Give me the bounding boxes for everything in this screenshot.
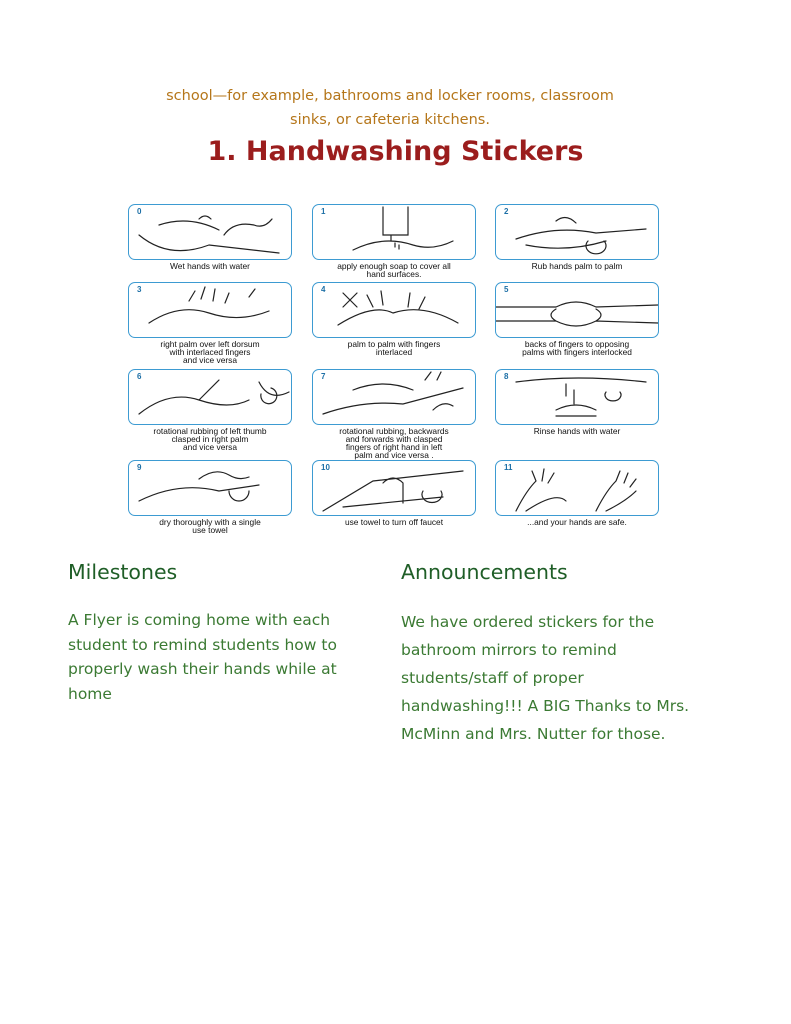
sink-icon [129,205,291,259]
interlocked-fingers-icon [496,283,658,337]
step-number: 10 [321,463,330,472]
step-number: 9 [137,463,142,472]
announcements-heading: Announcements [401,560,568,584]
step-number: 2 [504,207,509,216]
announcements-body: We have ordered stickers for the bathroom mirrors to remind students/staff of proper handwashing!!! A BIG Thanks to Mrs. McMinn and Mrs. Nutter for those. [401,613,690,743]
step-illustration-panel [128,204,292,260]
step-illustration-panel [495,369,659,425]
step-caption: rotational rubbing of left thumb clasped in right palm and vice versa [153,426,267,452]
step-illustration-panel [495,282,659,338]
faucet-off-icon [313,461,475,515]
step-illustration-panel [128,460,292,516]
step-illustration-panel [128,369,292,425]
step-caption: apply enough soap to cover all hand surfaces. [337,261,451,279]
step-caption: Wet hands with water [170,261,250,271]
step-number: 3 [137,285,142,294]
palm-to-palm-icon [496,205,658,259]
thumb-rub-icon [129,370,291,424]
soap-dispenser-icon [313,205,475,259]
step-caption: Rub hands palm to palm [531,261,623,271]
step-illustration-panel [495,204,659,260]
interlaced-fingers-icon [313,283,475,337]
step-caption: backs of fingers to opposing palms with fingers interlocked [522,339,632,357]
fingertip-rub-icon [313,370,475,424]
step-caption: use towel to turn off faucet [344,517,444,527]
step-number: 8 [504,372,509,381]
clean-hands-icon [496,461,658,515]
towel-dry-icon [129,461,291,515]
step-number: 6 [137,372,142,381]
step-illustration-panel [312,282,476,338]
step-caption: dry thoroughly with a single use towel [159,517,261,535]
step-number: 7 [321,372,326,381]
page-title: 1. Handwashing Stickers [207,136,584,167]
intro-text [150,84,630,132]
step-caption: right palm over left dorsum with interlaced fingers and vice versa [160,339,260,365]
step-caption: palm to palm with fingers interlaced [347,339,441,357]
milestones-body: A Flyer is coming home with each student to remind students how to properly wash their hands while at home [68,611,337,703]
handwashing-steps-grid [128,204,662,534]
intro-line-1: school—for example, bathrooms and locker rooms, classroom [166,88,614,104]
step-number: 11 [504,463,513,472]
step-illustration-panel [128,282,292,338]
milestones-heading: Milestones [68,560,178,584]
step-illustration-panel [495,460,659,516]
step-caption: Rinse hands with water [533,426,621,436]
step-number: 4 [321,285,326,294]
step-caption: rotational rubbing, backwards and forwards with clasped fingers of right hand in left palm and vice versa . [339,426,449,460]
step-illustration-panel [312,460,476,516]
step-illustration-panel [312,204,476,260]
step-caption: ...and your hands are safe. [527,517,627,527]
step-illustration-panel [312,369,476,425]
dorsum-rub-icon [129,283,291,337]
step-number: 5 [504,285,509,294]
step-number: 1 [321,207,326,216]
rinse-icon [496,370,658,424]
step-number: 0 [137,207,142,216]
intro-line-2: sinks, or cafeteria kitchens. [290,112,490,128]
